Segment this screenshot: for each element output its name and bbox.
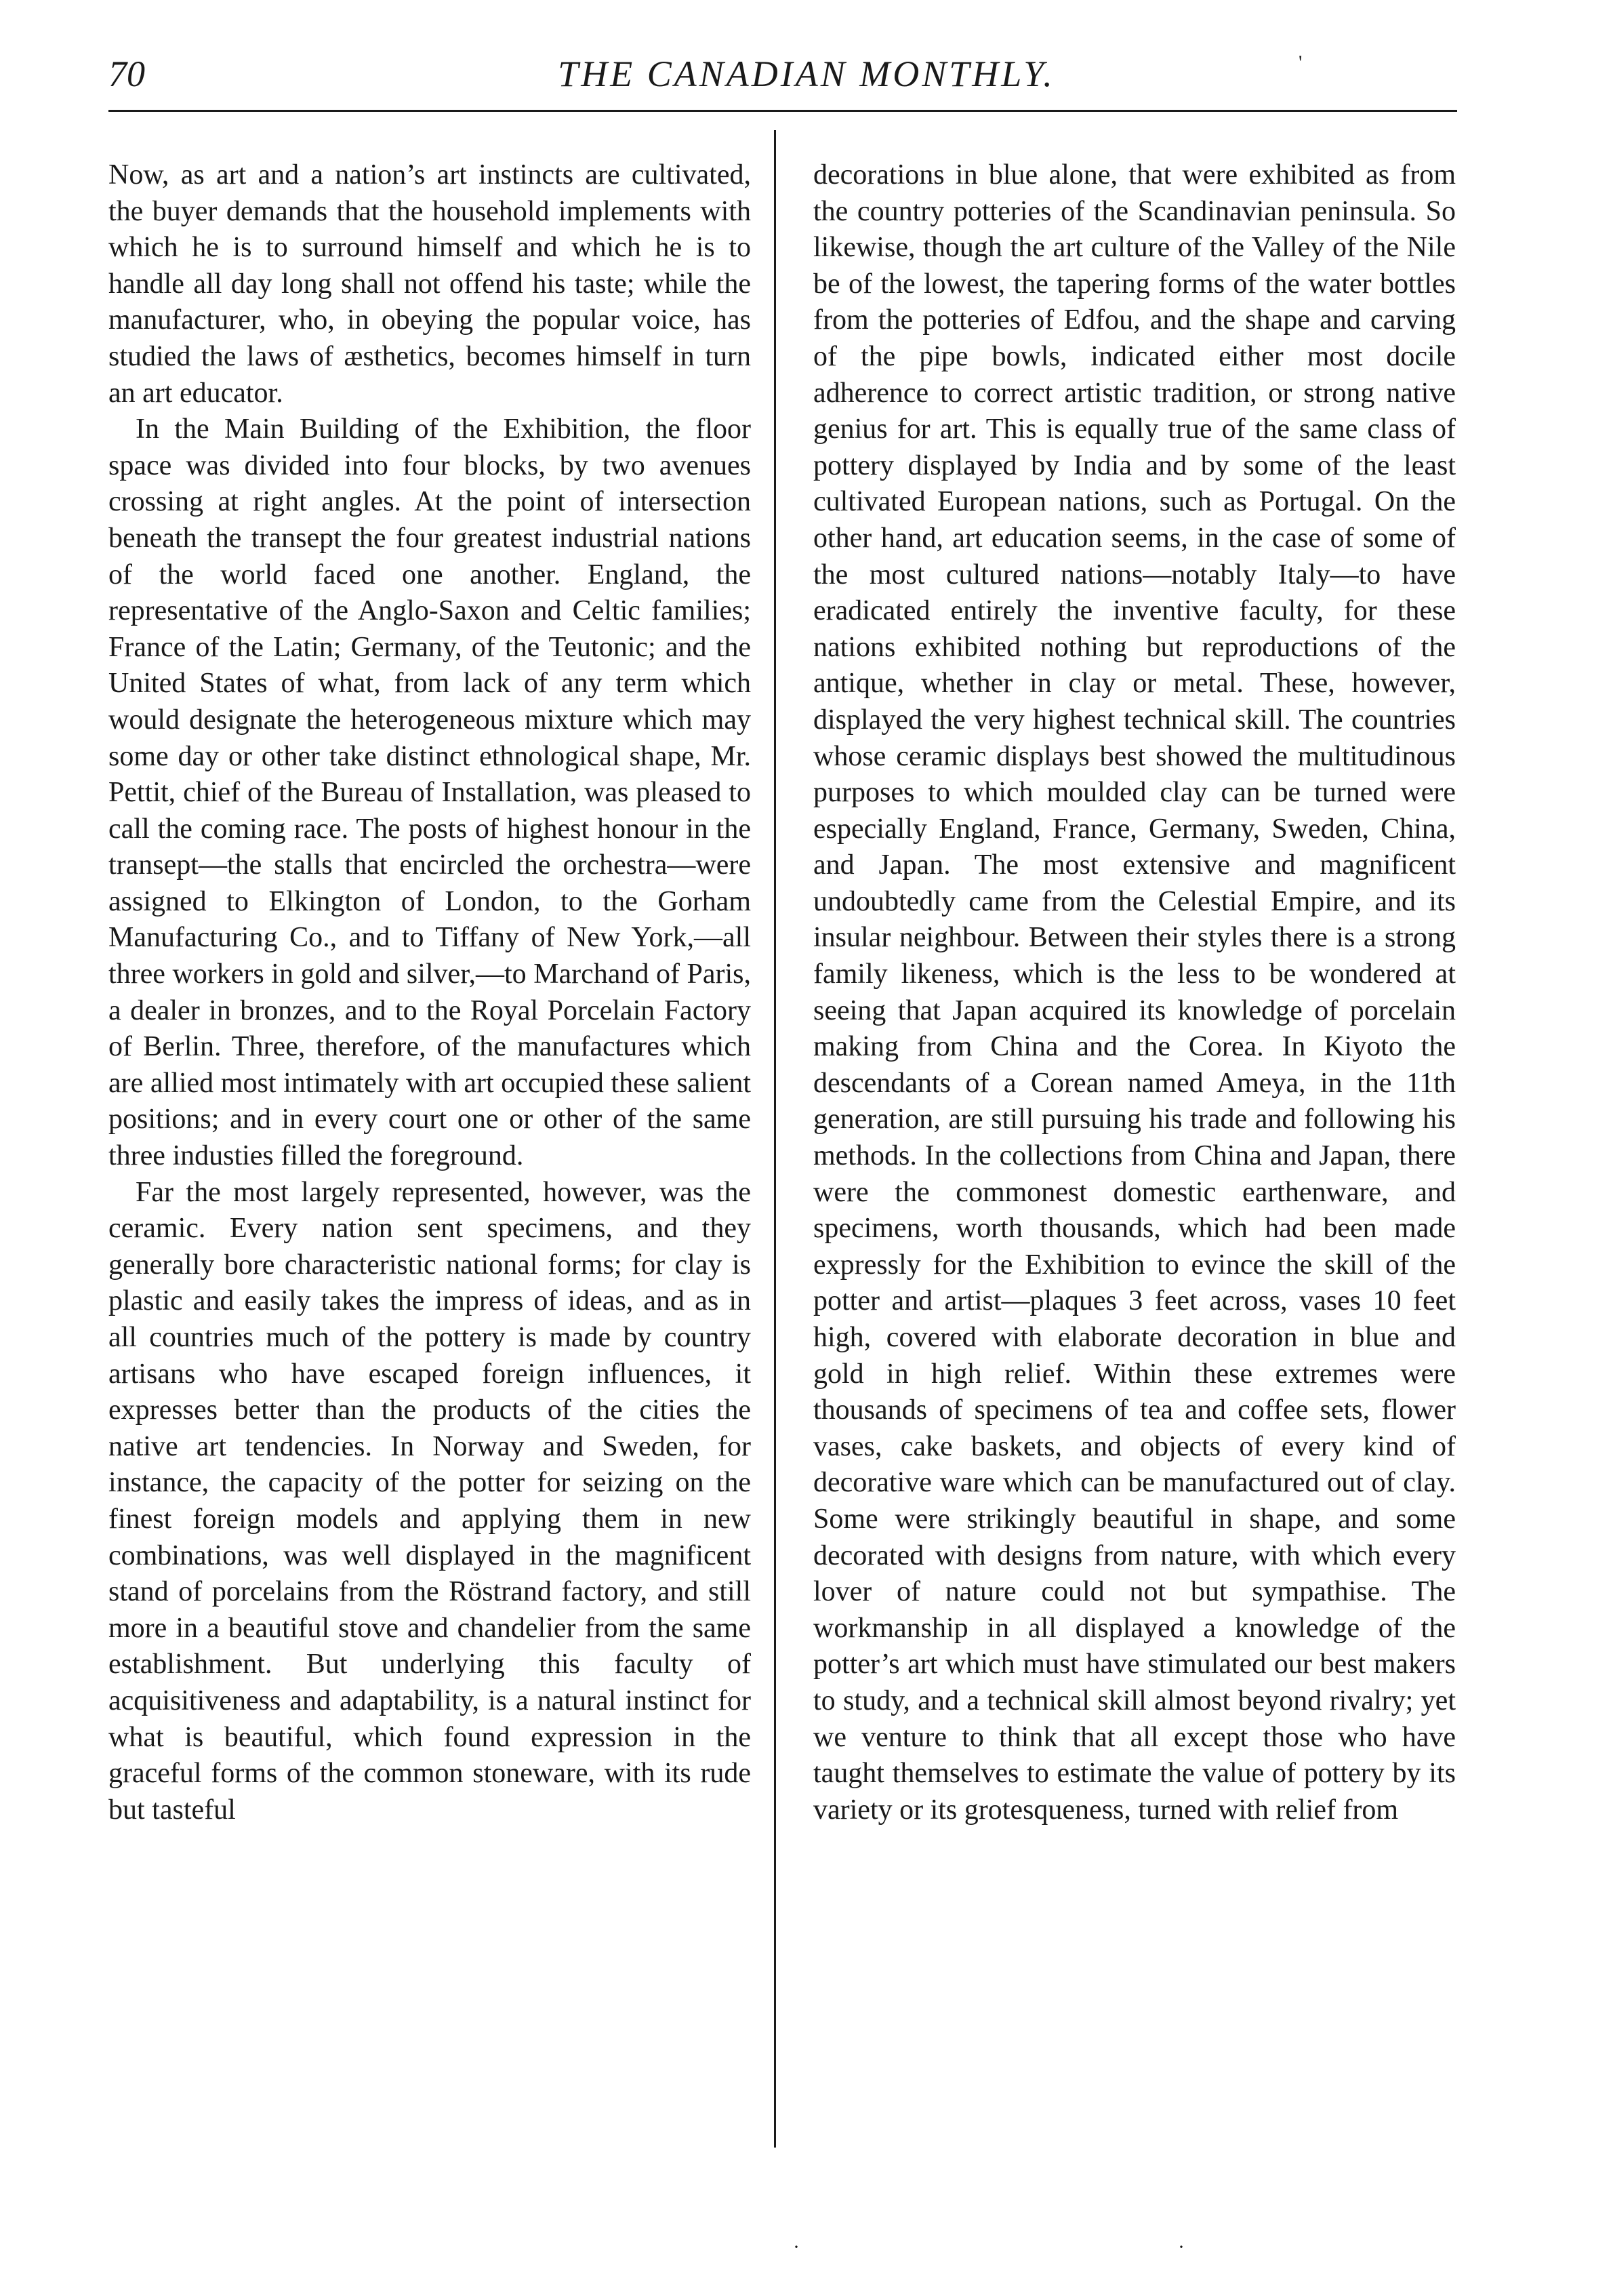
header-rule (108, 110, 1457, 112)
right-column (813, 157, 1456, 1828)
print-speck: · (793, 2236, 800, 2258)
paragraph-left-1: Now, as art and a nation’s art instincts are cultivated, the buyer demands that the household implements with which he is to surround himself and which he is to handle all day long shall not offend his taste; while the manufacturer, who, in obeying the popular voice, has studied the laws of æsthetics, becomes himself in turn an art educator. (108, 159, 751, 409)
left-column (108, 157, 751, 1828)
print-speck: · (1178, 2236, 1185, 2258)
page-number: 70 (108, 54, 145, 94)
paragraph-left-2: In the Main Building of the Exhibition, the floor space was divided into four blocks, by two avenues crossing at right angles. At the point of intersection beneath the transept the four greatest industrial nations of the world faced one another. England, the representative of the Anglo-Saxon and Celtic families; France of the Latin; Germany, of the Teutonic; and the United States of what, from lack of any term which would designate the heterogeneous mixture which may some day or other take distinct ethnological shape, Mr. Pettit, chief of the Bureau of Installation, was pleased to call the coming race. The posts of highest honour in the transept—the stalls that encircled the orchestra—were assigned to Elkington of London, to the Gorham Manufacturing Co., and to Tiffany of New York,—all three workers in gold and silver,—to Marchand of Paris, a dealer in bronzes, and to the Royal Porcelain Factory of Berlin. Three, therefore, of the manufactures which are allied most intimately with art occupied these salient positions; and in every court one or other of the same three industies filled the foreground. (108, 414, 751, 1172)
print-speck: ' (1299, 52, 1303, 74)
paragraph-left-3: Far the most largely represented, however, was the ceramic. Every nation sent specimens, and they generally bore characteristic national forms; for clay is plastic and easily takes the impress of ideas, and as in all countries much of the pottery is made by country artisans who have escaped foreign influences, it expresses better than the products of the cities the native art tendencies. In Norway and Sweden, for instance, the capacity of the potter for seizing on the finest foreign models and applying them in new combinations, was well displayed in the magnificent stand of porcelains from the Röstrand factory, and still more in a beautiful stove and chandelier from the same establishment. But underlying this faculty of acquisitiveness and adaptability, is a natural instinct for what is beautiful, which found expression in the graceful forms of the common stoneware, with its rude but tasteful (108, 1176, 751, 1826)
running-title: THE CANADIAN MONTHLY. (558, 54, 1055, 94)
column-divider (774, 130, 776, 2148)
paragraph-right-1: decorations in blue alone, that were exhibited as from the country potteries of the Scandinavian peninsula. So likewise, though the art culture of the Valley of the Nile be of the lowest, the tapering forms of the water bottles from the potteries of Edfou, and the shape and carving of the pipe bowls, indicated either most docile adherence to correct artistic tradition, or strong native genius for art. This is equally true of the same class of pottery displayed by India and by some of the least cultivated European nations, such as Portugal. On the other hand, art education seems, in the case of some of the most cultured nations—notably Italy—to have eradicated entirely the inventive faculty, for these nations exhibited nothing but reproductions of the antique, whether in clay or metal. These, however, displayed the very highest technical skill. The countries whose ceramic displays best showed the multitudinous purposes to which moulded clay can be turned were especially England, France, Germany, Sweden, China, and Japan. The most extensive and magnificent undoubtedly came from the Celestial Empire, and its insular neighbour. Between their styles there is a strong family likeness, which is the less to be wondered at seeing that Japan acquired its knowledge of porcelain making from China and the Corea. In Kiyoto the descendants of a Corean named Ameya, in the 11th generation, are still pursuing his trade and following his methods. In the collections from China and Japan, there were the commonest domestic earthenware, and specimens, worth thousands, which had been made expressly for the Exhibition to evince the skill of the potter and artist—plaques 3 feet across, vases 10 feet high, covered with elaborate decoration in blue and gold in high relief. Within these extremes were thousands of specimens of tea and coffee sets, flower vases, cake baskets, and objects of every kind of decorative ware which can be manufactured out of clay. Some were strikingly beautiful in shape, and some decorated with designs from nature, with which every lover of nature could not but sympathise. The workmanship in all displayed a knowledge of the potter’s art which must have stimulated our best makers to study, and a technical skill almost beyond rivalry; yet we venture to think that all except those who have taught themselves to estimate the value of pottery by its variety or its grotesqueness, turned with relief from (813, 159, 1456, 1826)
